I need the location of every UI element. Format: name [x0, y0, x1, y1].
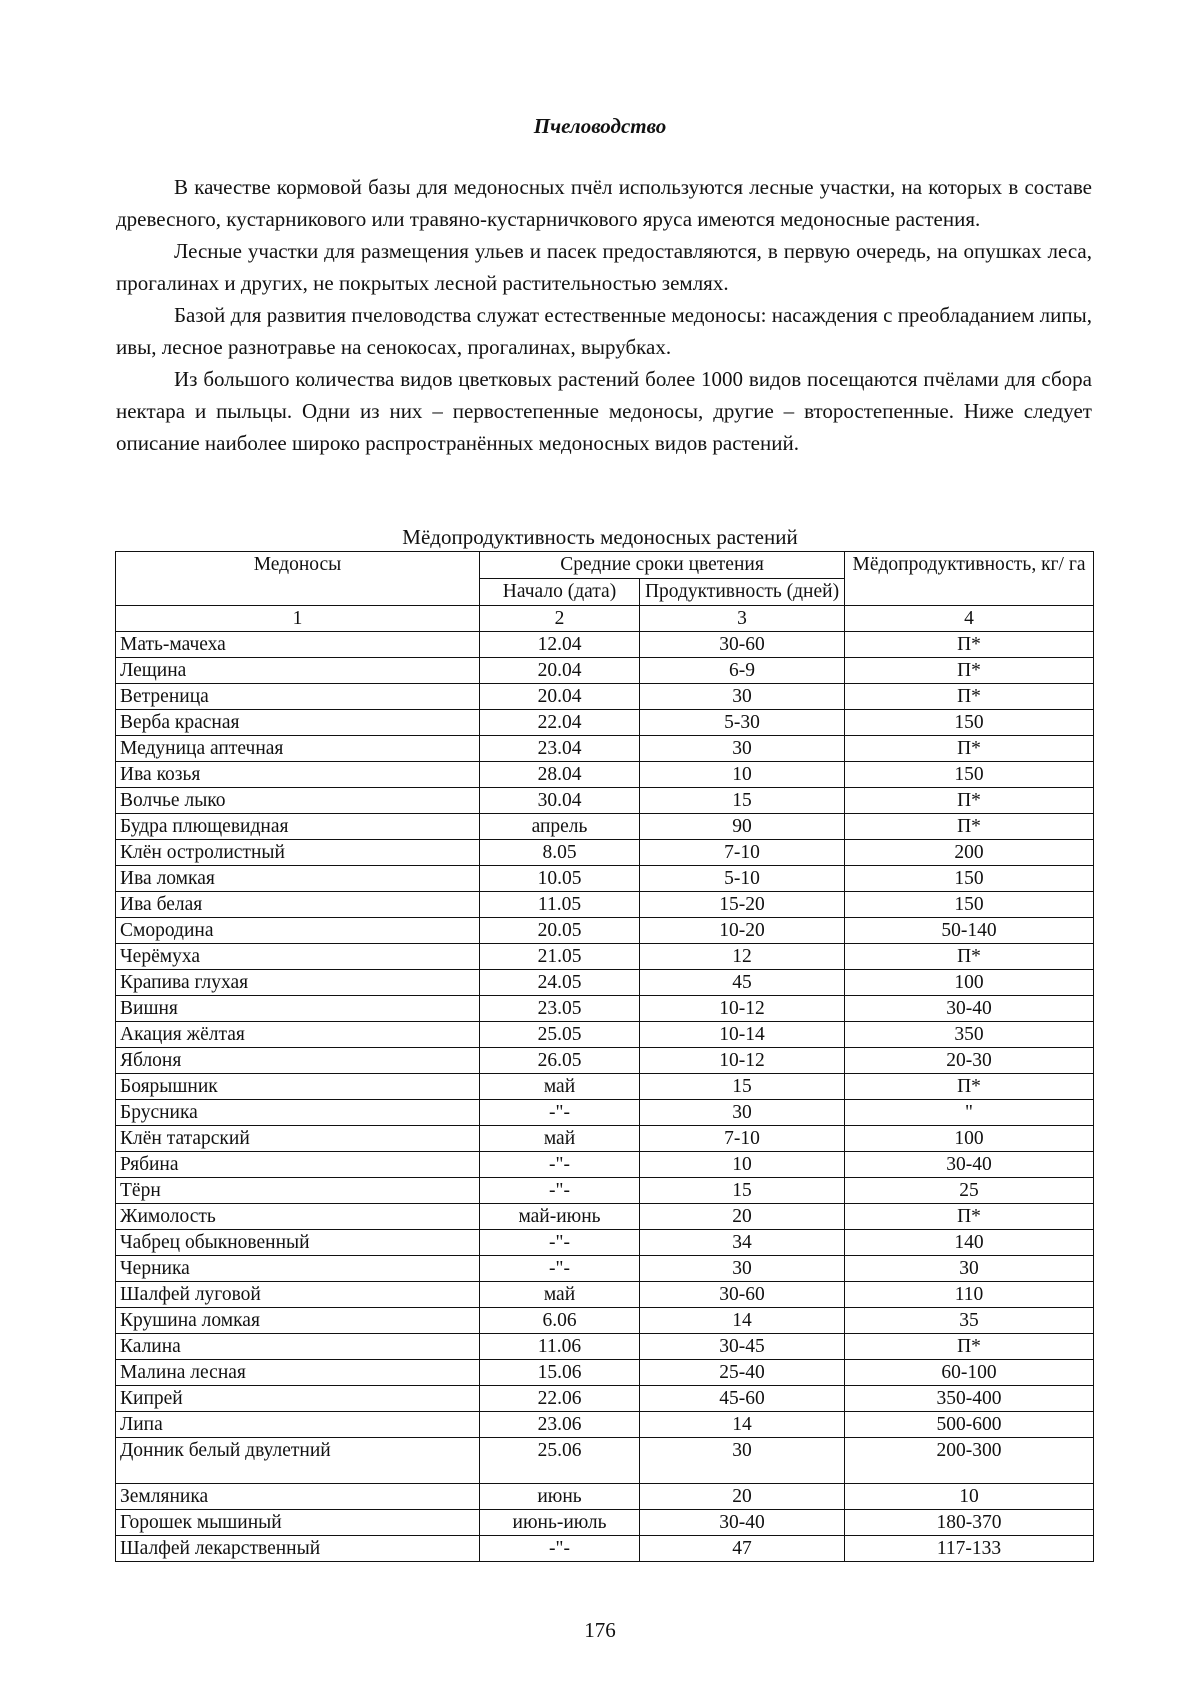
page-number: 176: [584, 1618, 616, 1642]
honey-yield-cell: П*: [845, 632, 1094, 658]
duration-cell: 30-40: [640, 1510, 845, 1536]
duration-cell: 6-9: [640, 658, 845, 684]
column-number: 4: [845, 606, 1094, 632]
plant-name-cell: Липа: [116, 1412, 480, 1438]
honey-yield-cell: 25: [845, 1178, 1094, 1204]
duration-cell: 14: [640, 1308, 845, 1334]
honey-yield-cell: П*: [845, 788, 1094, 814]
table-row: [116, 1438, 1094, 1484]
honey-yield-cell: П*: [845, 944, 1094, 970]
duration-cell: 10-12: [640, 996, 845, 1022]
plant-name-cell: Крушина ломкая: [116, 1308, 480, 1334]
table-row: [116, 684, 1094, 710]
honey-yield-cell: 500-600: [845, 1412, 1094, 1438]
table-row: [116, 1484, 1094, 1510]
plant-name-cell: Смородина: [116, 918, 480, 944]
duration-cell: 15: [640, 788, 845, 814]
duration-cell: 45-60: [640, 1386, 845, 1412]
honey-yield-cell: 180-370: [845, 1510, 1094, 1536]
table-row: [116, 1204, 1094, 1230]
start-date-cell: 6.06: [480, 1308, 640, 1334]
start-date-cell: 26.05: [480, 1048, 640, 1074]
plant-name-cell: Калина: [116, 1334, 480, 1360]
plant-name-cell: Шалфей лекарственный: [116, 1536, 480, 1562]
honey-yield-cell: 150: [845, 762, 1094, 788]
table-row: [116, 1334, 1094, 1360]
plant-name-cell: Земляника: [116, 1484, 480, 1510]
plant-name-cell: Акация жёлтая: [116, 1022, 480, 1048]
plant-name-cell: Ива белая: [116, 892, 480, 918]
start-date-cell: -"-: [480, 1152, 640, 1178]
honey-yield-cell: 117-133: [845, 1536, 1094, 1562]
duration-cell: 10: [640, 762, 845, 788]
start-date-cell: 21.05: [480, 944, 640, 970]
table-row: [116, 840, 1094, 866]
honey-yield-cell: 50-140: [845, 918, 1094, 944]
table-row: [116, 1256, 1094, 1282]
plant-name-cell: Клён татарский: [116, 1126, 480, 1152]
paragraph: Базой для развития пчеловодства служат естественные медоносы: насаждения с преобладанием липы, ивы, лесное разнотравье на сенокосах, прогалинах, вырубках.: [116, 303, 1092, 359]
start-date-cell: 23.05: [480, 996, 640, 1022]
table-row: [116, 1230, 1094, 1256]
start-date-cell: -"-: [480, 1256, 640, 1282]
start-date-cell: -"-: [480, 1100, 640, 1126]
header-bloom-period: Средние сроки цветения: [480, 552, 845, 579]
plant-name-cell: Шалфей луговой: [116, 1282, 480, 1308]
table-row: [116, 658, 1094, 684]
start-date-cell: -"-: [480, 1536, 640, 1562]
table-row: [116, 710, 1094, 736]
duration-cell: 30: [640, 684, 845, 710]
plant-name-cell: Донник белый двулетний: [116, 1438, 480, 1484]
honey-yield-cell: 200-300: [845, 1438, 1094, 1484]
duration-cell: 12: [640, 944, 845, 970]
table-row: [116, 892, 1094, 918]
column-number: 1: [116, 606, 480, 632]
start-date-cell: 28.04: [480, 762, 640, 788]
table-row: [116, 1022, 1094, 1048]
start-date-cell: 20.05: [480, 918, 640, 944]
paragraph: Из большого количества видов цветковых растений более 1000 видов посещаются пчёлами для сбора нектара и пыльцы. Одни из них – первостепенные медоносы, другие – второстепенные. Ниже следует описание наиболее широко распространённых медоносных видов растений.: [116, 367, 1092, 455]
duration-cell: 30-60: [640, 1282, 845, 1308]
honey-yield-cell: 30-40: [845, 1152, 1094, 1178]
table-row: [116, 632, 1094, 658]
plant-name-cell: Тёрн: [116, 1178, 480, 1204]
duration-cell: 20: [640, 1204, 845, 1230]
paragraph: Лесные участки для размещения ульев и пасек предоставляются, в первую очередь, на опушках леса, прогалинах и других, не покрытых лесной растительностью землях.: [116, 239, 1092, 295]
table-row: [116, 996, 1094, 1022]
honey-yield-cell: 30-40: [845, 996, 1094, 1022]
table-row: [116, 736, 1094, 762]
honey-yield-cell: 35: [845, 1308, 1094, 1334]
honey-yield-cell: 10: [845, 1484, 1094, 1510]
table-row: [116, 970, 1094, 996]
start-date-cell: 15.06: [480, 1360, 640, 1386]
honey-yield-cell: П*: [845, 736, 1094, 762]
plant-name-cell: Ветреница: [116, 684, 480, 710]
header-duration: Продуктивность (дней): [640, 579, 845, 606]
start-date-cell: июнь: [480, 1484, 640, 1510]
plant-name-cell: Клён остролистный: [116, 840, 480, 866]
table-row: [116, 1360, 1094, 1386]
start-date-cell: май: [480, 1282, 640, 1308]
plant-name-cell: Ива козья: [116, 762, 480, 788]
start-date-cell: 25.05: [480, 1022, 640, 1048]
start-date-cell: май-июнь: [480, 1204, 640, 1230]
duration-cell: 47: [640, 1536, 845, 1562]
paragraph: В качестве кормовой базы для медоносных пчёл используются лесные участки, на которых в составе древесного, кустарникового или травяно-кустарничкового яруса имеются медоносные растения.: [116, 175, 1092, 231]
plant-name-cell: Лещина: [116, 658, 480, 684]
plant-name-cell: Черёмуха: [116, 944, 480, 970]
duration-cell: 10-12: [640, 1048, 845, 1074]
table-row: [116, 1048, 1094, 1074]
duration-cell: 30-60: [640, 632, 845, 658]
plant-name-cell: Чабрец обыкновенный: [116, 1230, 480, 1256]
header-honey-yield: Мёдопродуктивность, кг/ га: [845, 552, 1094, 606]
table-row: [116, 1412, 1094, 1438]
start-date-cell: 12.04: [480, 632, 640, 658]
honey-yield-cell: П*: [845, 1204, 1094, 1230]
start-date-cell: -"-: [480, 1230, 640, 1256]
table-row: [116, 1386, 1094, 1412]
honey-yield-cell: П*: [845, 684, 1094, 710]
plant-name-cell: Вишня: [116, 996, 480, 1022]
table-row: [116, 1100, 1094, 1126]
section-heading: Пчеловодство: [533, 114, 667, 138]
honey-yield-cell: 150: [845, 892, 1094, 918]
start-date-cell: 11.06: [480, 1334, 640, 1360]
table-caption: Мёдопродуктивность медоносных растений: [402, 525, 798, 549]
start-date-cell: июнь-июль: [480, 1510, 640, 1536]
table-row: [116, 1308, 1094, 1334]
honey-yield-cell: 60-100: [845, 1360, 1094, 1386]
header-start-date: Начало (дата): [480, 579, 640, 606]
start-date-cell: 20.04: [480, 658, 640, 684]
plant-name-cell: Черника: [116, 1256, 480, 1282]
start-date-cell: 22.04: [480, 710, 640, 736]
duration-cell: 7-10: [640, 1126, 845, 1152]
honey-yield-cell: ": [845, 1100, 1094, 1126]
honey-yield-table: [115, 551, 1094, 1562]
honey-yield-cell: 200: [845, 840, 1094, 866]
start-date-cell: 8.05: [480, 840, 640, 866]
honey-yield-cell: 150: [845, 710, 1094, 736]
start-date-cell: 20.04: [480, 684, 640, 710]
duration-cell: 25-40: [640, 1360, 845, 1386]
table-row: [116, 1536, 1094, 1562]
duration-cell: 10: [640, 1152, 845, 1178]
duration-cell: 15-20: [640, 892, 845, 918]
duration-cell: 30: [640, 1100, 845, 1126]
table-row: [116, 1282, 1094, 1308]
duration-cell: 20: [640, 1484, 845, 1510]
table-body: [116, 632, 1094, 1562]
table-row: [116, 1510, 1094, 1536]
column-number: 2: [480, 606, 640, 632]
duration-cell: 15: [640, 1178, 845, 1204]
honey-yield-cell: 350-400: [845, 1386, 1094, 1412]
start-date-cell: -"-: [480, 1178, 640, 1204]
start-date-cell: 25.06: [480, 1438, 640, 1484]
body-text: [116, 171, 1092, 459]
honey-yield-cell: 30: [845, 1256, 1094, 1282]
plant-name-cell: Рябина: [116, 1152, 480, 1178]
start-date-cell: 23.04: [480, 736, 640, 762]
plant-name-cell: Будра плющевидная: [116, 814, 480, 840]
honey-yield-cell: П*: [845, 1334, 1094, 1360]
table-row: [116, 1126, 1094, 1152]
plant-name-cell: Боярышник: [116, 1074, 480, 1100]
plant-name-cell: Верба красная: [116, 710, 480, 736]
honey-yield-cell: 20-30: [845, 1048, 1094, 1074]
honey-yield-cell: П*: [845, 1074, 1094, 1100]
plant-name-cell: Крапива глухая: [116, 970, 480, 996]
start-date-cell: май: [480, 1126, 640, 1152]
plant-name-cell: Жимолость: [116, 1204, 480, 1230]
start-date-cell: 24.05: [480, 970, 640, 996]
start-date-cell: 23.06: [480, 1412, 640, 1438]
table-row: [116, 788, 1094, 814]
column-number: 3: [640, 606, 845, 632]
duration-cell: 15: [640, 1074, 845, 1100]
plant-name-cell: Ива ломкая: [116, 866, 480, 892]
honey-yield-cell: 100: [845, 970, 1094, 996]
start-date-cell: 10.05: [480, 866, 640, 892]
start-date-cell: апрель: [480, 814, 640, 840]
plant-name-cell: Яблоня: [116, 1048, 480, 1074]
duration-cell: 5-10: [640, 866, 845, 892]
duration-cell: 34: [640, 1230, 845, 1256]
duration-cell: 10-14: [640, 1022, 845, 1048]
table-row: [116, 1178, 1094, 1204]
table-row: [116, 1074, 1094, 1100]
table-row: [116, 762, 1094, 788]
duration-cell: 7-10: [640, 840, 845, 866]
table-row: [116, 866, 1094, 892]
honey-yield-cell: П*: [845, 658, 1094, 684]
table-row: [116, 814, 1094, 840]
table-row: [116, 918, 1094, 944]
start-date-cell: 11.05: [480, 892, 640, 918]
plant-name-cell: Кипрей: [116, 1386, 480, 1412]
plant-name-cell: Малина лесная: [116, 1360, 480, 1386]
plant-name-cell: Горошек мышиный: [116, 1510, 480, 1536]
duration-cell: 30: [640, 736, 845, 762]
duration-cell: 30: [640, 1438, 845, 1484]
honey-yield-cell: 100: [845, 1126, 1094, 1152]
table-row: [116, 1152, 1094, 1178]
honey-yield-cell: 150: [845, 866, 1094, 892]
honey-yield-cell: 140: [845, 1230, 1094, 1256]
start-date-cell: 30.04: [480, 788, 640, 814]
start-date-cell: май: [480, 1074, 640, 1100]
duration-cell: 90: [640, 814, 845, 840]
start-date-cell: 22.06: [480, 1386, 640, 1412]
plant-name-cell: Волчье лыко: [116, 788, 480, 814]
duration-cell: 45: [640, 970, 845, 996]
header-plants: Медоносы: [116, 552, 480, 606]
table-row: [116, 944, 1094, 970]
plant-name-cell: Мать-мачеха: [116, 632, 480, 658]
honey-yield-cell: 110: [845, 1282, 1094, 1308]
duration-cell: 5-30: [640, 710, 845, 736]
duration-cell: 14: [640, 1412, 845, 1438]
honey-yield-cell: П*: [845, 814, 1094, 840]
plant-name-cell: Брусника: [116, 1100, 480, 1126]
duration-cell: 30: [640, 1256, 845, 1282]
duration-cell: 30-45: [640, 1334, 845, 1360]
honey-yield-cell: 350: [845, 1022, 1094, 1048]
plant-name-cell: Медуница аптечная: [116, 736, 480, 762]
duration-cell: 10-20: [640, 918, 845, 944]
